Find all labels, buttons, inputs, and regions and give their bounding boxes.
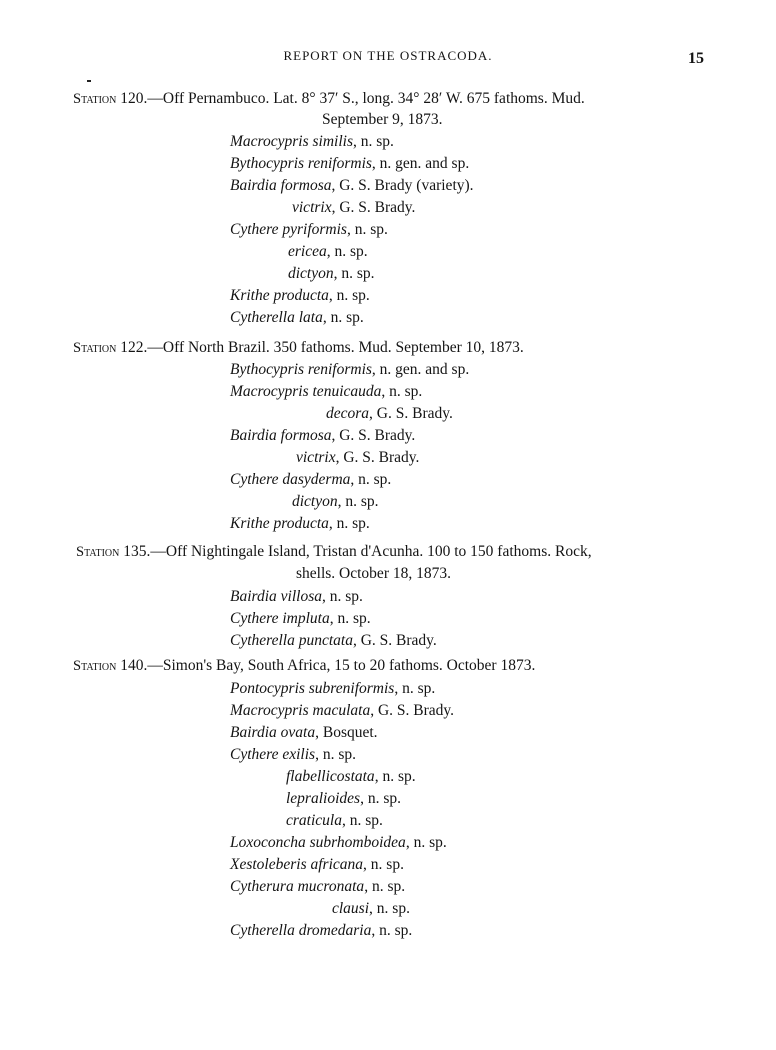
species-entry: ericea, n. sp. — [288, 243, 368, 260]
species-entry: Bythocypris reniformis, n. gen. and sp. — [230, 155, 470, 172]
species-entry: Bairdia formosa, G. S. Brady. — [230, 427, 416, 444]
species-entry: Cytherella dromedaria, n. sp. — [230, 922, 413, 939]
running-title: REPORT ON THE OSTRACODA. — [283, 48, 493, 63]
page-number: 15 — [688, 50, 704, 67]
species-entry: Cytherella lata, n. sp. — [230, 309, 364, 326]
station-heading: Station 122.—Off North Brazil. 350 fathoms. Mud. September 10, 1873. — [73, 339, 524, 356]
species-entry: clausi, n. sp. — [332, 900, 410, 917]
species-entry: craticula, n. sp. — [286, 812, 383, 829]
species-entry: Macrocypris maculata, G. S. Brady. — [230, 702, 455, 719]
station-heading-continuation: September 9, 1873. — [322, 111, 443, 128]
species-entry: Bairdia ovata, Bosquet. — [230, 724, 378, 741]
species-entry: Cythere pyriformis, n. sp. — [230, 221, 388, 238]
station-heading: Station 140.—Simon's Bay, South Africa, 15 to 20 fathoms. October 1873. — [73, 657, 536, 674]
species-entry: Cytherura mucronata, n. sp. — [230, 878, 406, 895]
species-entry: dictyon, n. sp. — [288, 265, 375, 282]
species-entry: Krithe producta, n. sp. — [230, 287, 370, 304]
station-heading: Station 120.—Off Pernambuco. Lat. 8° 37′ S., long. 34° 28′ W. 675 fathoms. Mud. — [73, 90, 585, 107]
species-entry: Krithe producta, n. sp. — [230, 515, 370, 532]
species-entry: Loxoconcha subrhomboidea, n. sp. — [230, 834, 447, 851]
species-entry: Xestoleberis africana, n. sp. — [230, 856, 404, 873]
species-entry: Bairdia formosa, G. S. Brady (variety). — [230, 177, 474, 194]
species-entry: Pontocypris subreniformis, n. sp. — [230, 680, 436, 697]
species-entry: flabellicostata, n. sp. — [286, 768, 416, 785]
print-mark — [87, 80, 91, 82]
species-entry: Cythere exilis, n. sp. — [230, 746, 356, 763]
species-entry: victrix, G. S. Brady. — [296, 449, 420, 466]
station-heading-continuation: shells. October 18, 1873. — [296, 565, 451, 582]
station-heading: Station 135.—Off Nightingale Island, Tristan d'Acunha. 100 to 150 fathoms. Rock, — [76, 543, 592, 560]
species-entry: Macrocypris tenuicauda, n. sp. — [230, 383, 423, 400]
species-entry: victrix, G. S. Brady. — [292, 199, 416, 216]
species-entry: lepralioides, n. sp. — [286, 790, 401, 807]
species-entry: Bythocypris reniformis, n. gen. and sp. — [230, 361, 470, 378]
species-entry: decora, G. S. Brady. — [326, 405, 453, 422]
species-entry: Bairdia villosa, n. sp. — [230, 588, 363, 605]
species-entry: dictyon, n. sp. — [292, 493, 379, 510]
species-entry: Cytherella punctata, G. S. Brady. — [230, 632, 437, 649]
species-entry: Macrocypris similis, n. sp. — [230, 133, 394, 150]
species-entry: Cythere dasyderma, n. sp. — [230, 471, 392, 488]
species-entry: Cythere impluta, n. sp. — [230, 610, 371, 627]
